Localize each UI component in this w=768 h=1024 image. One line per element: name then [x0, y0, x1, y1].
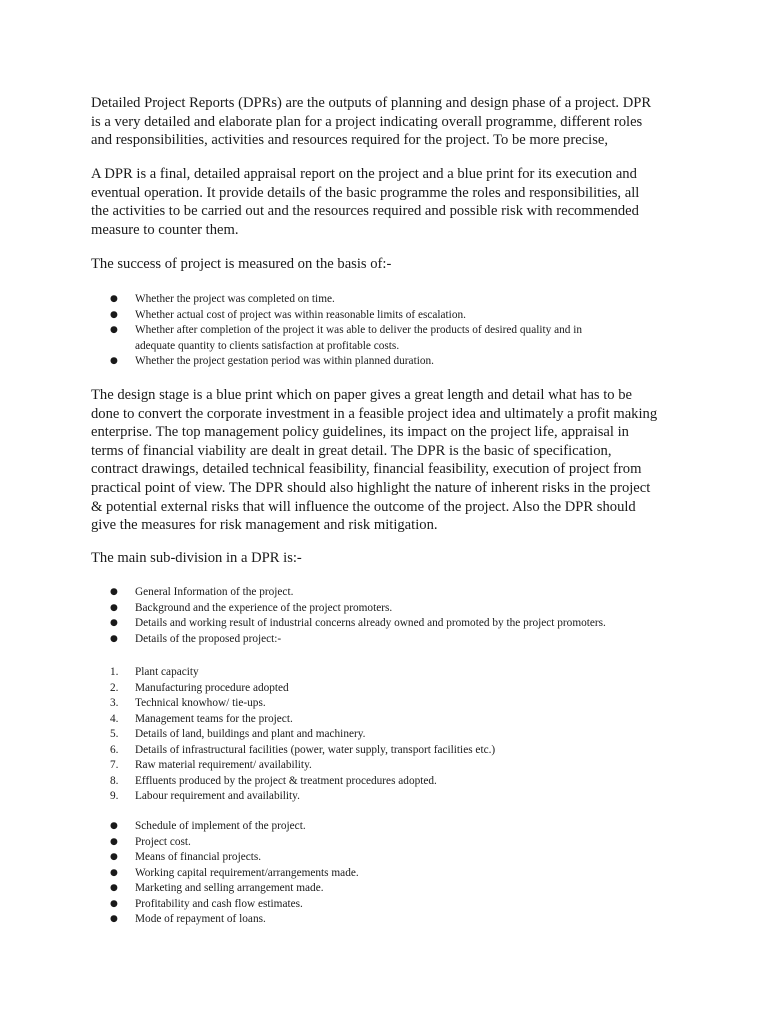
- list-item-text: Technical knowhow/ tie-ups.: [135, 697, 266, 709]
- numbered-item: [110, 665, 670, 681]
- project-details-list: [110, 665, 670, 805]
- list-item: [110, 601, 670, 617]
- bullet-icon: ●: [110, 309, 118, 320]
- text-line: The main sub-division in a DPR is:-: [91, 550, 302, 566]
- item-number: 5.: [110, 728, 119, 740]
- list-item-text: Details of land, buildings and plant and machinery.: [135, 728, 366, 740]
- list-item-text: Raw material requirement/ availability.: [135, 759, 312, 771]
- text-line: and responsibilities, activities and resources required for the project. To be more precise,: [91, 132, 609, 149]
- item-number: 3.: [110, 697, 119, 709]
- list-item-text: Management teams for the project.: [135, 712, 293, 725]
- list-item-text: Working capital requirement/arrangements made.: [135, 866, 359, 879]
- list-item: [110, 866, 670, 882]
- design-stage-paragraph: [91, 386, 691, 535]
- numbered-item: [110, 712, 670, 728]
- list-item-text: Whether after completion of the project it was able to deliver the products of desired quality and in: [135, 324, 583, 336]
- list-item: [110, 850, 670, 866]
- intro-paragraph: [91, 94, 691, 150]
- item-number: 7.: [110, 759, 119, 771]
- list-item-text: Labour requirement and availability.: [135, 790, 300, 802]
- list-item-text: Mode of repayment of loans.: [135, 913, 266, 925]
- bullet-icon: ●: [110, 602, 118, 613]
- numbered-item: [110, 758, 670, 774]
- text-line: eventual operation. It provide details of the basic programme the roles and responsibilities, all: [91, 184, 640, 201]
- numbered-item: [110, 774, 670, 790]
- list-item-text: Effluents produced by the project & treatment procedures adopted.: [135, 774, 437, 787]
- list-item: [110, 819, 670, 835]
- list-item-text: adequate quantity to clients satisfaction at profitable costs.: [135, 339, 400, 352]
- bullet-icon: ●: [110, 587, 118, 597]
- text-line: A DPR is a final, detailed appraisal report on the project and a blue print for its execution and: [91, 166, 637, 182]
- text-line: give the measures for risk management and risk mitigation.: [91, 517, 438, 534]
- text-line: contract drawings, detailed technical feasibility, financial feasibility, execution of project from: [91, 461, 642, 478]
- list-item-text: Project cost.: [135, 835, 191, 848]
- text-line: Detailed Project Reports (DPRs) are the outputs of planning and design phase of a project. DPR: [91, 95, 652, 111]
- numbered-item: [110, 743, 670, 759]
- bullet-icon: ●: [110, 852, 118, 862]
- list-item-text: Marketing and selling arrangement made.: [135, 882, 324, 894]
- list-item: [110, 308, 670, 324]
- list-item-text: Plant capacity: [135, 666, 199, 678]
- bullet-icon: ●: [110, 633, 118, 644]
- text-line: the activities to be carried out and the resources required and possible risk with recommended: [91, 203, 639, 220]
- bullet-icon: ●: [110, 294, 118, 304]
- numbered-item: [110, 696, 670, 712]
- further-subdivision-list: [110, 819, 670, 928]
- text-line: terms of financial viability are dealt in great detail. The DPR is the basic of specification,: [91, 442, 612, 459]
- success-criteria-list: [110, 292, 670, 370]
- bullet-icon: ●: [110, 898, 118, 909]
- list-item: [110, 616, 670, 632]
- success-heading: [91, 255, 691, 274]
- item-number: 1.: [110, 666, 119, 678]
- text-line: done to convert the corporate investment in a feasible project idea and ultimately a profit making: [91, 405, 658, 422]
- subdivision-list: [110, 585, 670, 647]
- list-item-text: Details of the proposed project:-: [135, 632, 282, 645]
- bullet-icon: ●: [110, 867, 118, 878]
- list-item-text: General Information of the project.: [135, 586, 294, 598]
- text-line: & potential external risks that will influence the outcome of the project. Also the DPR should: [91, 498, 636, 515]
- list-item-text: Profitability and cash flow estimates.: [135, 897, 303, 910]
- list-item-text: Details of infrastructural facilities (power, water supply, transport facilities etc.): [135, 743, 496, 756]
- list-item-text: Whether the project gestation period was within planned duration.: [135, 355, 434, 367]
- item-number: 6.: [110, 743, 119, 756]
- text-line: measure to counter them.: [91, 221, 239, 238]
- text-line: The design stage is a blue print which on paper gives a great length and detail what has to be: [91, 387, 633, 403]
- text-line: The success of project is measured on the basis of:-: [91, 256, 392, 272]
- item-number: 8.: [110, 774, 119, 787]
- numbered-item: [110, 681, 670, 697]
- text-line: is a very detailed and elaborate plan for a project indicating overall programme, different roles: [91, 113, 643, 130]
- bullet-icon: ●: [110, 914, 118, 924]
- list-item: [110, 897, 670, 913]
- text-line: enterprise. The top management policy guidelines, its impact on the project life, appraisal in: [91, 424, 629, 441]
- bullet-icon: ●: [110, 356, 118, 366]
- item-number: 9.: [110, 790, 119, 802]
- numbered-item: [110, 789, 670, 805]
- definition-paragraph: [91, 165, 691, 239]
- list-item-text: Whether actual cost of project was within reasonable limits of escalation.: [135, 308, 466, 321]
- bullet-icon: ●: [110, 618, 118, 628]
- list-item-text: Details and working result of industrial concerns already owned and promoted by the project promoters.: [135, 617, 606, 629]
- list-item: [110, 354, 670, 370]
- list-item-text: Schedule of implement of the project.: [135, 820, 306, 832]
- subdivision-heading: [91, 549, 691, 568]
- list-item: [110, 881, 670, 897]
- bullet-icon: ●: [110, 883, 118, 893]
- list-item: [110, 632, 670, 648]
- list-item: [110, 835, 670, 851]
- numbered-item: [110, 727, 670, 743]
- list-item-text: Background and the experience of the project promoters.: [135, 601, 393, 614]
- bullet-icon: ●: [110, 836, 118, 847]
- list-item: [110, 585, 670, 601]
- list-item-text: Manufacturing procedure adopted: [135, 681, 289, 694]
- bullet-icon: ●: [110, 821, 118, 831]
- text-line: practical point of view. The DPR should also highlight the nature of inherent risks in the project: [91, 479, 651, 496]
- bullet-icon: ●: [110, 325, 118, 335]
- list-item: [110, 912, 670, 928]
- item-number: 2.: [110, 681, 119, 694]
- list-item: [110, 323, 670, 354]
- list-item-text: Means of financial projects.: [135, 851, 262, 863]
- list-item-text: Whether the project was completed on time.: [135, 293, 335, 305]
- list-item: [110, 292, 670, 308]
- item-number: 4.: [110, 712, 119, 725]
